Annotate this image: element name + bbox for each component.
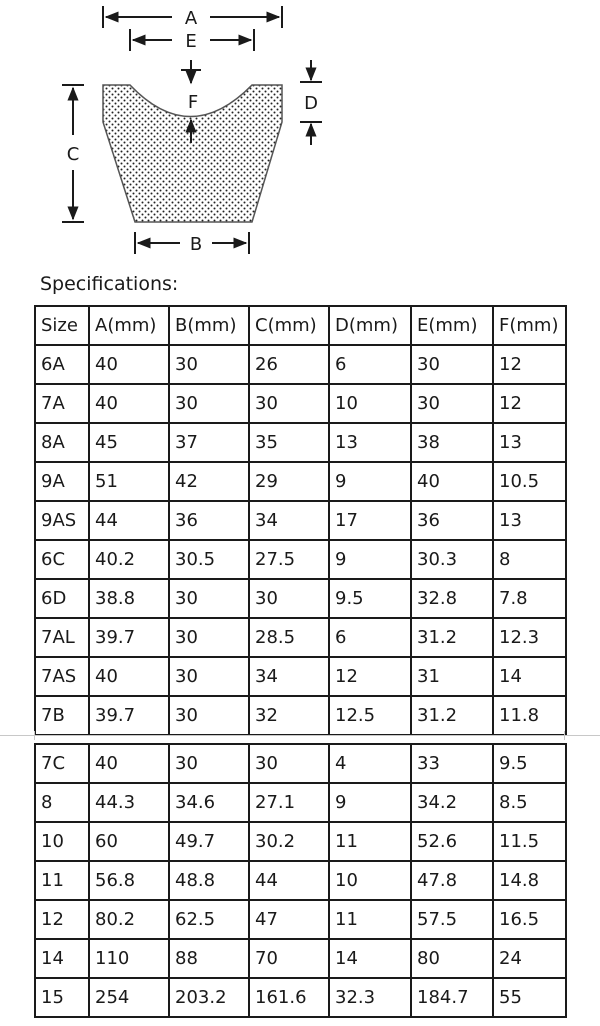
table-cell: 12: [493, 384, 566, 423]
header-e: E(mm): [411, 306, 493, 345]
table-row: [35, 579, 566, 618]
table-row: [35, 861, 566, 900]
table-cell: 13: [493, 501, 566, 540]
table-cell: 30: [169, 744, 249, 783]
table-cell: 8.5: [493, 783, 566, 822]
specifications-table-part1: [34, 305, 567, 736]
table-cell: 31: [411, 657, 493, 696]
profile-diagram: [0, 0, 600, 265]
table-cell: 8A: [35, 423, 89, 462]
table-cell: 13: [493, 423, 566, 462]
table-cell: 32.3: [329, 978, 411, 1017]
table-cell: 45: [89, 423, 169, 462]
specifications-table-part2: [34, 743, 567, 1018]
table-cell: 80: [411, 939, 493, 978]
table-cell: 8: [35, 783, 89, 822]
table-cell: 11.8: [493, 696, 566, 735]
table-cell: 47: [249, 900, 329, 939]
table-cell: 34: [249, 657, 329, 696]
table-cell: 24: [493, 939, 566, 978]
table-cell: 44: [249, 861, 329, 900]
header-size: Size: [35, 306, 89, 345]
table-cell: 48.8: [169, 861, 249, 900]
label-a: A: [184, 8, 198, 29]
table-row: [35, 978, 566, 1017]
table-cell: 34.2: [411, 783, 493, 822]
page-break-ticks: [34, 731, 565, 740]
table-cell: 14.8: [493, 861, 566, 900]
table-cell: 30: [411, 345, 493, 384]
table-cell: 70: [249, 939, 329, 978]
table-cell: 30: [249, 744, 329, 783]
table-cell: 32: [249, 696, 329, 735]
table-cell: 40: [89, 744, 169, 783]
label-c: C: [66, 144, 80, 165]
header-f: F(mm): [493, 306, 566, 345]
table-cell: 7A: [35, 384, 89, 423]
table-cell: 30: [169, 657, 249, 696]
table-cell: 40.2: [89, 540, 169, 579]
label-b: B: [189, 234, 203, 255]
table-cell: 7.8: [493, 579, 566, 618]
table-cell: 62.5: [169, 900, 249, 939]
specifications-title: Specifications:: [40, 273, 179, 295]
table-cell: 6: [329, 345, 411, 384]
table-cell: 12: [493, 345, 566, 384]
table-cell: 30.3: [411, 540, 493, 579]
table-cell: 11: [35, 861, 89, 900]
table-row: [35, 618, 566, 657]
label-f: F: [187, 92, 199, 113]
table-cell: 40: [89, 384, 169, 423]
table-cell: 30: [169, 345, 249, 384]
table-cell: 6D: [35, 579, 89, 618]
table-cell: 40: [89, 345, 169, 384]
table-cell: 60: [89, 822, 169, 861]
table-cell: 49.7: [169, 822, 249, 861]
table-cell: 30: [249, 579, 329, 618]
table-cell: 47.8: [411, 861, 493, 900]
table-cell: 110: [89, 939, 169, 978]
table-cell: 9: [329, 783, 411, 822]
header-c: C(mm): [249, 306, 329, 345]
table-cell: 32.8: [411, 579, 493, 618]
table-cell: 6C: [35, 540, 89, 579]
table-cell: 15: [35, 978, 89, 1017]
table-cell: 12.3: [493, 618, 566, 657]
table-cell: 40: [411, 462, 493, 501]
table-cell: 30: [411, 384, 493, 423]
table-row: [35, 900, 566, 939]
table-cell: 33: [411, 744, 493, 783]
table-cell: 38.8: [89, 579, 169, 618]
table-cell: 7AS: [35, 657, 89, 696]
table-cell: 13: [329, 423, 411, 462]
table-cell: 55: [493, 978, 566, 1017]
table-cell: 7AL: [35, 618, 89, 657]
label-d: D: [304, 93, 318, 114]
table-cell: 9A: [35, 462, 89, 501]
table-row: [35, 822, 566, 861]
table-cell: 52.6: [411, 822, 493, 861]
header-b: B(mm): [169, 306, 249, 345]
table-cell: 31.2: [411, 696, 493, 735]
table-cell: 10.5: [493, 462, 566, 501]
table-cell: 39.7: [89, 696, 169, 735]
table-cell: 10: [329, 861, 411, 900]
table-cell: 12: [35, 900, 89, 939]
table-cell: 9AS: [35, 501, 89, 540]
table-row: [35, 783, 566, 822]
table-cell: 6A: [35, 345, 89, 384]
table-row: [35, 657, 566, 696]
table-cell: 7C: [35, 744, 89, 783]
table-cell: 37: [169, 423, 249, 462]
table-cell: 27.1: [249, 783, 329, 822]
table-cell: 30: [169, 618, 249, 657]
table-cell: 42: [169, 462, 249, 501]
table-cell: 29: [249, 462, 329, 501]
table-cell: 10: [35, 822, 89, 861]
table-cell: 57.5: [411, 900, 493, 939]
table-cell: 11: [329, 900, 411, 939]
table-row: [35, 696, 566, 735]
header-row: [35, 306, 566, 345]
table-cell: 254: [89, 978, 169, 1017]
table-row: [35, 501, 566, 540]
header-d: D(mm): [329, 306, 411, 345]
table-row: [35, 462, 566, 501]
table-cell: 16.5: [493, 900, 566, 939]
table-cell: 4: [329, 744, 411, 783]
table-cell: 34: [249, 501, 329, 540]
table-cell: 39.7: [89, 618, 169, 657]
table-cell: 203.2: [169, 978, 249, 1017]
table-cell: 184.7: [411, 978, 493, 1017]
table-cell: 51: [89, 462, 169, 501]
table-cell: 27.5: [249, 540, 329, 579]
header-a: A(mm): [89, 306, 169, 345]
table-row: [35, 384, 566, 423]
table-cell: 56.8: [89, 861, 169, 900]
table-row: [35, 345, 566, 384]
table-cell: 12.5: [329, 696, 411, 735]
table-cell: 88: [169, 939, 249, 978]
label-e: E: [185, 31, 197, 52]
table-cell: 30.2: [249, 822, 329, 861]
table-cell: 31.2: [411, 618, 493, 657]
table-cell: 11.5: [493, 822, 566, 861]
table-cell: 30: [169, 579, 249, 618]
table-cell: 11: [329, 822, 411, 861]
table-cell: 9: [329, 540, 411, 579]
table-cell: 30: [169, 696, 249, 735]
table-cell: 28.5: [249, 618, 329, 657]
table-cell: 8: [493, 540, 566, 579]
table-cell: 9.5: [493, 744, 566, 783]
table-cell: 44: [89, 501, 169, 540]
table-cell: 6: [329, 618, 411, 657]
table-row: [35, 423, 566, 462]
table-cell: 36: [169, 501, 249, 540]
table-cell: 30: [169, 384, 249, 423]
table-cell: 30.5: [169, 540, 249, 579]
table-cell: 14: [35, 939, 89, 978]
table-row: [35, 744, 566, 783]
table-cell: 10: [329, 384, 411, 423]
table-cell: 34.6: [169, 783, 249, 822]
table-cell: 40: [89, 657, 169, 696]
table-cell: 36: [411, 501, 493, 540]
table-cell: 80.2: [89, 900, 169, 939]
table-cell: 12: [329, 657, 411, 696]
table-cell: 14: [493, 657, 566, 696]
table-cell: 44.3: [89, 783, 169, 822]
table-cell: 9: [329, 462, 411, 501]
table-cell: 7B: [35, 696, 89, 735]
table-cell: 35: [249, 423, 329, 462]
table-cell: 9.5: [329, 579, 411, 618]
table-row: [35, 540, 566, 579]
table-cell: 26: [249, 345, 329, 384]
table-cell: 38: [411, 423, 493, 462]
table-cell: 17: [329, 501, 411, 540]
table-cell: 30: [249, 384, 329, 423]
table-cell: 14: [329, 939, 411, 978]
table-cell: 161.6: [249, 978, 329, 1017]
table-row: [35, 939, 566, 978]
